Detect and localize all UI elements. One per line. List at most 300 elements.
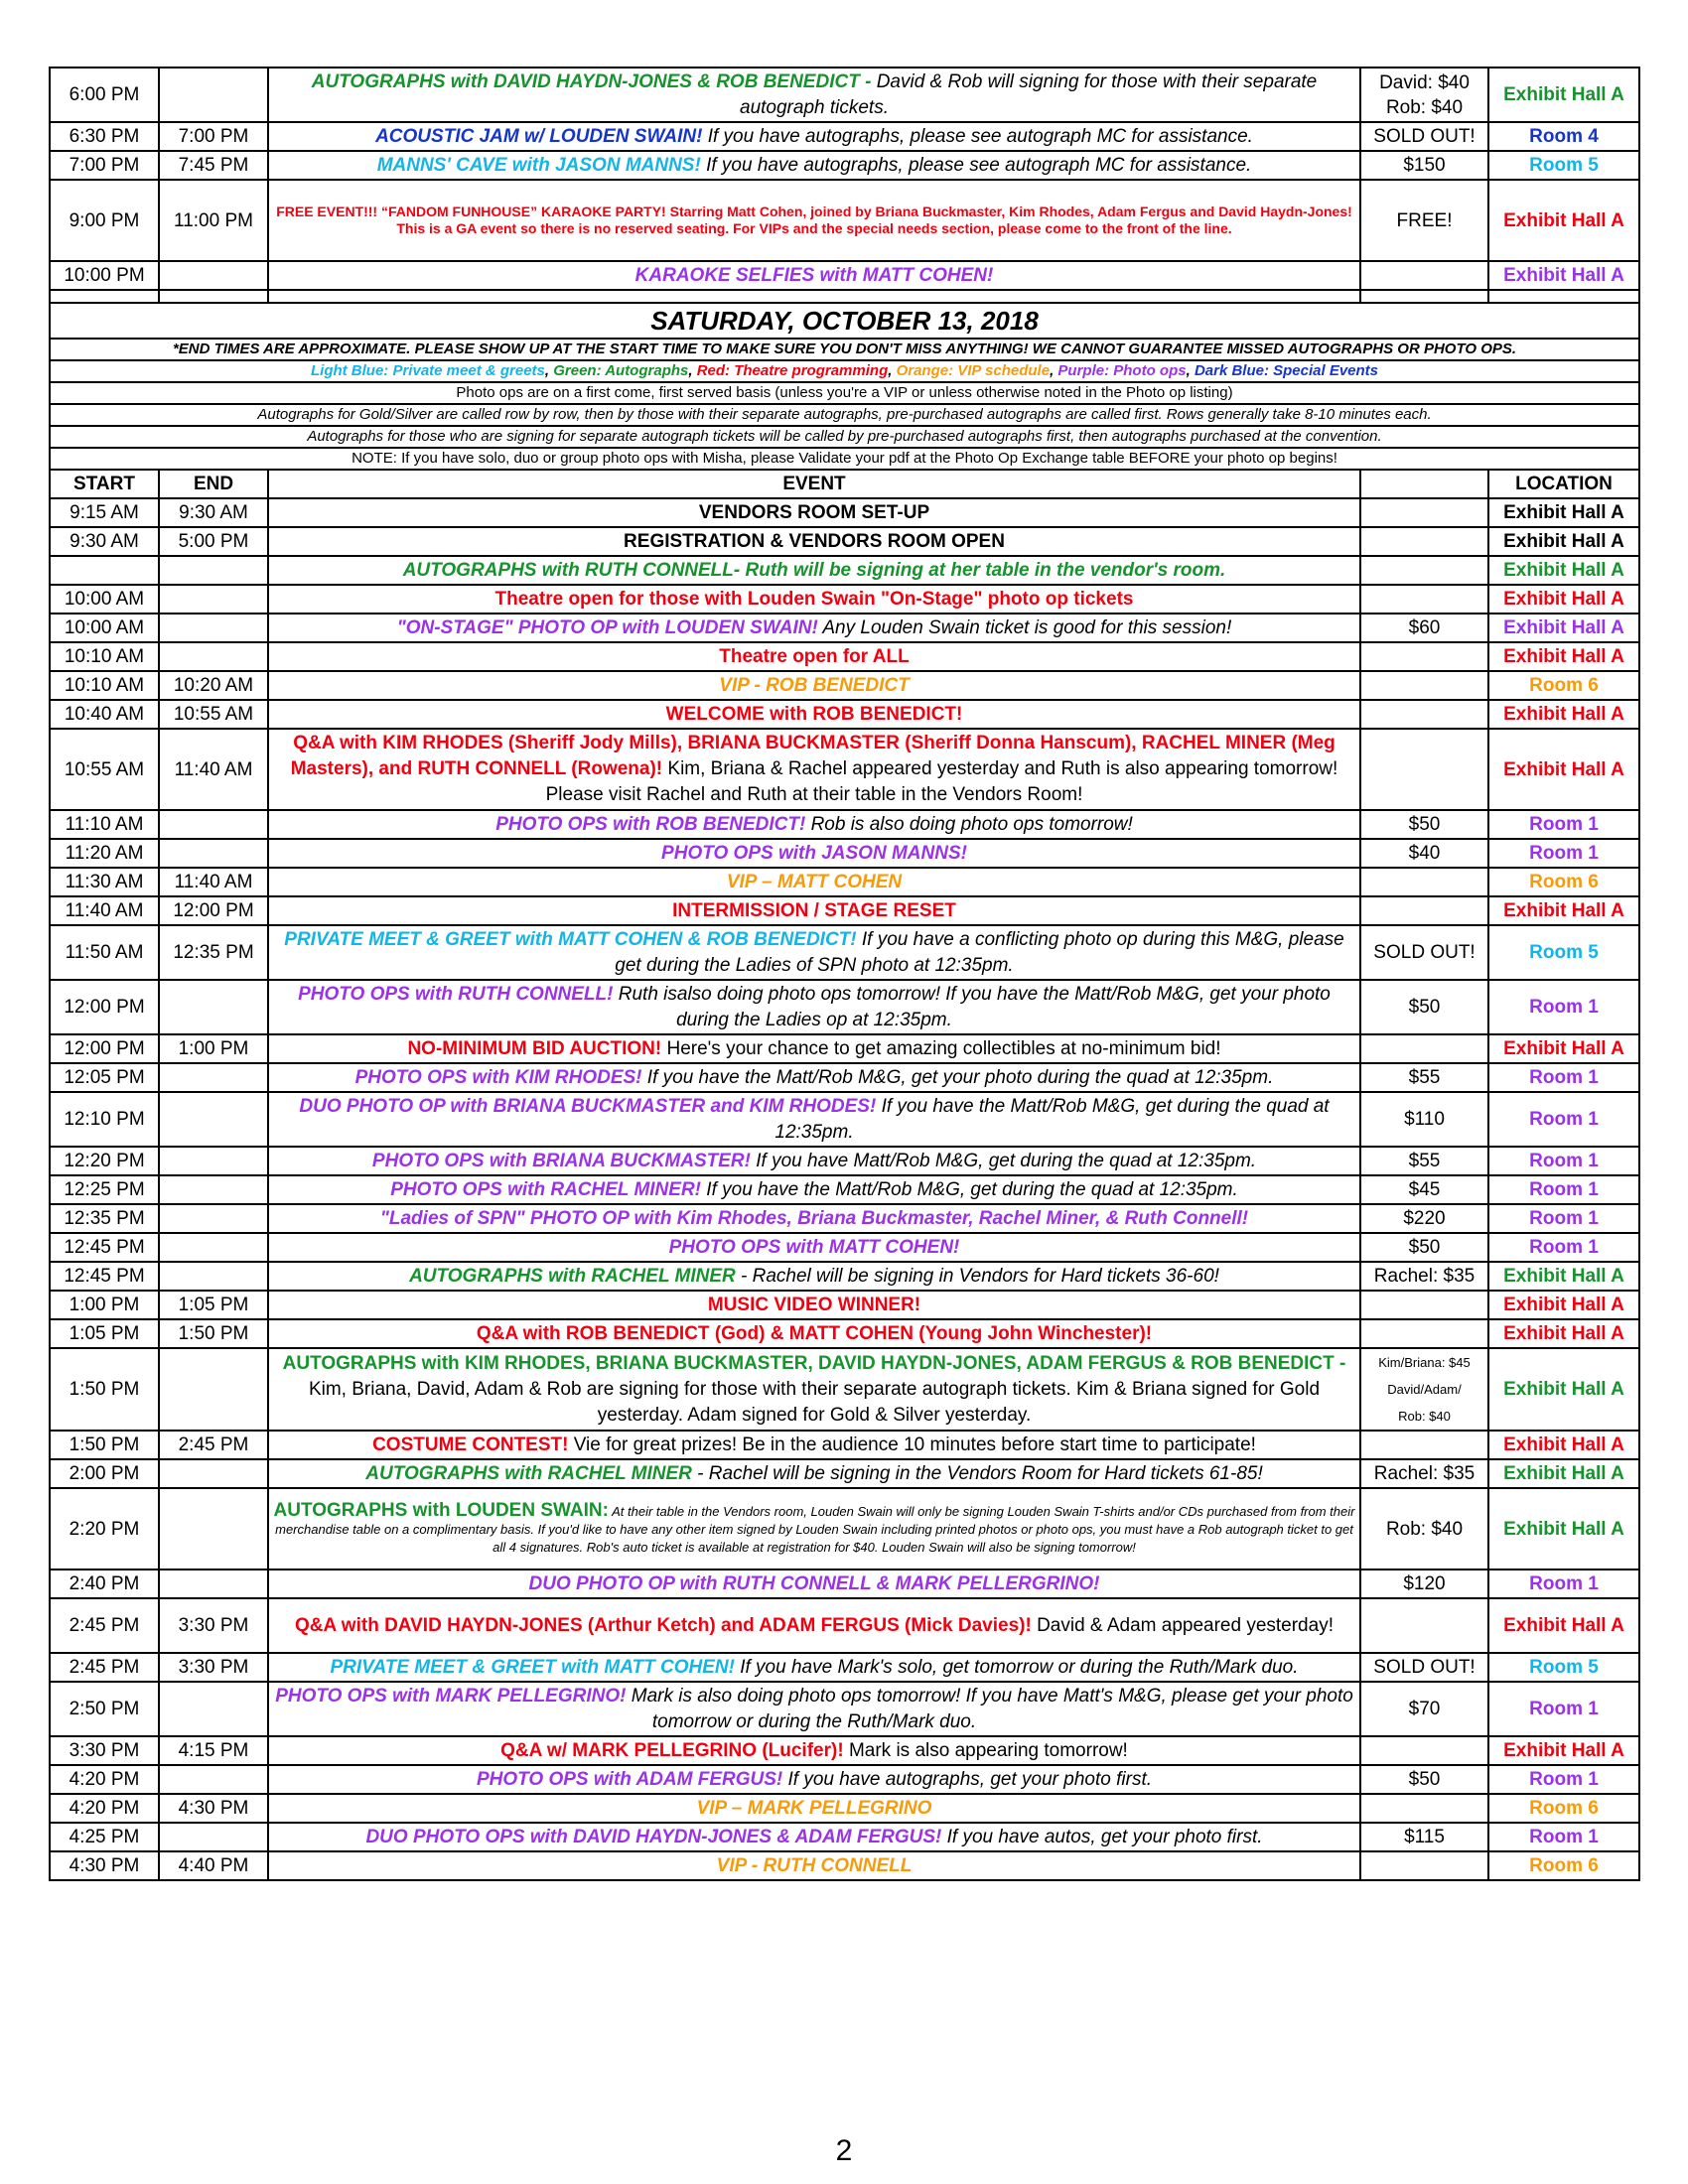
schedule-row [50,810,1639,839]
header-price [1360,470,1488,498]
schedule-row [50,700,1639,729]
event-description [268,1204,1360,1233]
event-title: FREE EVENT!!! “FANDOM FUNHOUSE” KARAOKE PARTY! Starring Matt Cohen, joined by Briana Buckmaster, Kim Rhodes, Adam Fergus and David Haydn-Jones! This is a GA event so there is no reserved seating. For VIPs and the special needs section, please come to the front of the line. [276,204,1352,236]
blank-cell [1360,290,1488,303]
event-description [268,1233,1360,1262]
price [1360,1598,1488,1653]
event-title: AUTOGRAPHS with DAVID HAYDN-JONES & ROB BENEDICT - [311,70,872,92]
event-detail: - Rachel will be signing in the Vendors Room for Hard tickets 61-85! [697,1463,1263,1484]
schedule-row [50,1431,1639,1459]
event-title: AUTOGRAPHS with RACHEL MINER [409,1266,741,1287]
end-time [159,1682,268,1736]
event-description [268,261,1360,290]
location: Exhibit Hall A [1488,1736,1639,1765]
price [1360,671,1488,700]
event-title: Q&A with KIM RHODES (Sheriff Jody Mills), BRIANA BUCKMASTER (Sheriff Donna Hanscum), RACHEL MINER (Meg Masters), and RUTH CONNELL (Rowena)! [290,733,1336,779]
event-title: PRIVATE MEET & GREET with MATT COHEN! [330,1657,735,1678]
end-time [159,261,268,290]
end-time: 2:45 PM [159,1431,268,1459]
event-description [268,585,1360,614]
event-title: AUTOGRAPHS with RUTH CONNELL- Ruth will be signing at her table in the vendor's room. [402,560,1226,581]
schedule-row [50,1488,1639,1570]
location: Room 1 [1488,1682,1639,1736]
end-time [159,1175,268,1204]
legend-separator: , [544,362,554,379]
start-time: 4:30 PM [50,1851,159,1880]
event-detail: If you have Mark's solo, get tomorrow or during the Ruth/Mark duo. [734,1657,1299,1678]
schedule-row [50,1262,1639,1291]
end-time: 12:00 PM [159,896,268,925]
price: Kim/Briana: $45 David/Adam/ Rob: $40 [1360,1348,1488,1431]
event-description [268,1851,1360,1880]
start-time: 1:50 PM [50,1348,159,1431]
start-time: 12:45 PM [50,1262,159,1291]
event-description [268,925,1360,980]
schedule-row [50,1291,1639,1319]
schedule-row [50,1598,1639,1653]
location: Room 6 [1488,1851,1639,1880]
start-time: 1:00 PM [50,1291,159,1319]
schedule-row [50,180,1639,261]
schedule-row [50,261,1639,290]
price: Rachel: $35 [1360,1459,1488,1488]
schedule-note: NOTE: If you have solo, duo or group photo ops with Misha, please Validate your pdf at the Photo Op Exchange table BEFORE your photo op begins! [50,448,1639,470]
event-title: NO-MINIMUM BID AUCTION! [407,1038,662,1059]
header-start: START [50,470,159,498]
event-detail: At their table in the Vendors room, Louden Swain will only be signing Louden Swain T-shirts and/or CDs purchased from from their merchandise table on a complimentary basis. If you'd like to have any other item signed by Louden Swain including printed photos or photo ops, you must have a Rob autograph ticket to get all 4 signatures. Rob's auto ticket is available at registration for $40. Louden Swain will also be signing tomorrow! [275,1504,1355,1555]
event-detail: If you have autographs, please see autograph MC for assistance. [702,126,1253,147]
event-description [268,1598,1360,1653]
location: Room 1 [1488,1765,1639,1794]
start-time: 11:40 AM [50,896,159,925]
end-time [159,585,268,614]
event-title: "ON-STAGE" PHOTO OP with LOUDEN SWAIN! [396,617,818,638]
schedule-row [50,896,1639,925]
location: Exhibit Hall A [1488,498,1639,527]
start-time: 11:50 AM [50,925,159,980]
end-time: 7:45 PM [159,151,268,180]
location: Exhibit Hall A [1488,1598,1639,1653]
schedule-row [50,151,1639,180]
end-time: 11:00 PM [159,180,268,261]
start-time: 12:00 PM [50,1034,159,1063]
schedule-row [50,1092,1639,1147]
start-time: 7:00 PM [50,151,159,180]
event-detail: Any Louden Swain ticket is good for this session! [817,617,1232,638]
location: Exhibit Hall A [1488,1291,1639,1319]
event-description [268,700,1360,729]
schedule-note: Autographs for Gold/Silver are called row by row, then by those with their separate autographs, pre-purchased autographs are called first. Rows generally take 8-10 minutes each. [50,404,1639,426]
start-time: 12:20 PM [50,1147,159,1175]
start-time: 10:55 AM [50,729,159,810]
price [1360,556,1488,585]
event-description [268,1147,1360,1175]
price: $50 [1360,810,1488,839]
start-time: 2:45 PM [50,1598,159,1653]
event-title: KARAOKE SELFIES with MATT COHEN! [634,265,994,286]
location: Exhibit Hall A [1488,642,1639,671]
event-description [268,1063,1360,1092]
price: $220 [1360,1204,1488,1233]
legend-separator: , [888,362,897,379]
location: Room 1 [1488,1147,1639,1175]
price [1360,1034,1488,1063]
event-description [268,839,1360,868]
location: Room 1 [1488,1063,1639,1092]
event-description [268,729,1360,810]
location: Exhibit Hall A [1488,527,1639,556]
location: Exhibit Hall A [1488,1348,1639,1431]
location: Room 5 [1488,1653,1639,1682]
event-description [268,1459,1360,1488]
schedule-row [50,1233,1639,1262]
schedule-row [50,614,1639,642]
location: Exhibit Hall A [1488,1262,1639,1291]
price [1360,896,1488,925]
end-time: 3:30 PM [159,1598,268,1653]
event-detail: Kim, Briana & Rachel appeared yesterday and Ruth is also appearing tomorrow! Please visit Rachel and Ruth at their table in the Vendors Room! [545,758,1338,805]
price: $120 [1360,1570,1488,1598]
location: Exhibit Hall A [1488,1034,1639,1063]
event-detail: - Rachel will be signing in Vendors for Hard tickets 36-60! [741,1266,1219,1287]
schedule-row [50,498,1639,527]
price: David: $40 Rob: $40 [1360,68,1488,122]
end-time [159,839,268,868]
price: $70 [1360,1682,1488,1736]
price [1360,1794,1488,1823]
price [1360,642,1488,671]
start-time: 3:30 PM [50,1736,159,1765]
schedule-note-row [50,448,1639,470]
location: Room 1 [1488,1092,1639,1147]
price [1360,1736,1488,1765]
schedule-note: Autographs for those who are signing for separate autograph tickets will be called by pre-purchased autographs first, then autographs purchased at the convention. [50,426,1639,448]
end-time [159,1063,268,1092]
location: Room 1 [1488,1175,1639,1204]
legend-item: Purple: Photo ops [1057,362,1187,379]
location: Room 6 [1488,1794,1639,1823]
location: Exhibit Hall A [1488,1488,1639,1570]
location: Room 5 [1488,925,1639,980]
location: Exhibit Hall A [1488,896,1639,925]
event-description [268,556,1360,585]
start-time: 12:35 PM [50,1204,159,1233]
event-description [268,980,1360,1034]
legend-separator: , [1186,362,1195,379]
start-time: 4:20 PM [50,1794,159,1823]
price [1360,1319,1488,1348]
event-title: PHOTO OPS with JASON MANNS! [661,843,967,864]
end-time: 1:00 PM [159,1034,268,1063]
price: $55 [1360,1063,1488,1092]
schedule-table [49,67,1640,1881]
price: SOLD OUT! [1360,122,1488,151]
start-time: 10:00 PM [50,261,159,290]
location: Room 1 [1488,1823,1639,1851]
price [1360,1851,1488,1880]
start-time: 2:50 PM [50,1682,159,1736]
event-title: DUO PHOTO OP with BRIANA BUCKMASTER and KIM RHODES! [299,1095,877,1117]
price: $150 [1360,151,1488,180]
event-description [268,1431,1360,1459]
end-time [159,1233,268,1262]
start-time: 4:25 PM [50,1823,159,1851]
event-title: ACOUSTIC JAM w/ LOUDEN SWAIN! [375,126,703,147]
price: SOLD OUT! [1360,925,1488,980]
event-detail: If you have a conflicting photo op during this M&G, please get during the Ladies of SPN photo at 12:35pm. [615,928,1344,976]
event-detail: Here's your chance to get amazing collectibles at no-minimum bid! [661,1038,1221,1059]
location: Exhibit Hall A [1488,261,1639,290]
event-detail: If you have autographs, please see autograph MC for assistance. [700,155,1252,176]
schedule-row [50,527,1639,556]
start-time [50,556,159,585]
event-description [268,1823,1360,1851]
start-time: 10:00 AM [50,585,159,614]
end-time: 10:20 AM [159,671,268,700]
end-time [159,1823,268,1851]
price [1360,498,1488,527]
start-time: 6:30 PM [50,122,159,151]
end-time: 12:35 PM [159,925,268,980]
location: Exhibit Hall A [1488,585,1639,614]
event-description [268,1092,1360,1147]
schedule-row [50,1851,1639,1880]
schedule-row [50,642,1639,671]
legend-item: Red: Theatre programming [696,362,889,379]
blank-row [50,290,1639,303]
day-heading: SATURDAY, OCTOBER 13, 2018 [50,303,1639,339]
event-title: PHOTO OPS with RACHEL MINER! [390,1179,702,1200]
event-title: VIP – MATT COHEN [726,872,903,892]
event-description [268,180,1360,261]
event-description [268,896,1360,925]
event-title: PHOTO OPS with BRIANA BUCKMASTER! [371,1151,751,1171]
event-description [268,1794,1360,1823]
end-time: 4:40 PM [159,1851,268,1880]
end-time [159,1488,268,1570]
schedule-row [50,1034,1639,1063]
event-description [268,68,1360,122]
start-time: 10:40 AM [50,700,159,729]
event-title: PHOTO OPS with MARK PELLEGRINO! [275,1685,627,1706]
start-time: 11:30 AM [50,868,159,896]
event-detail: Vie for great prizes! Be in the audience 10 minutes before start time to participate! [568,1434,1256,1455]
event-title: PRIVATE MEET & GREET with MATT COHEN & ROB BENEDICT! [284,928,857,950]
price: $45 [1360,1175,1488,1204]
color-legend-row [50,360,1639,382]
event-title: Q&A with DAVID HAYDN-JONES (Arthur Ketch) and ADAM FERGUS (Mick Davies)! [295,1614,1032,1636]
page-number: 2 [835,2134,853,2167]
end-time [159,1092,268,1147]
schedule-row [50,1348,1639,1431]
event-title: INTERMISSION / STAGE RESET [672,900,956,921]
event-title: Theatre open for those with Louden Swain "On-Stage" photo op tickets [494,589,1134,610]
start-time: 6:00 PM [50,68,159,122]
header-event: EVENT [268,470,1360,498]
start-time: 10:00 AM [50,614,159,642]
schedule-note-row [50,382,1639,404]
location: Exhibit Hall A [1488,1319,1639,1348]
event-title: DUO PHOTO OP with RUTH CONNELL & MARK PELLERGRINO! [528,1573,1100,1594]
blank-cell [268,290,1360,303]
header-location: LOCATION [1488,470,1639,498]
event-title: PHOTO OPS with RUTH CONNELL! [298,983,614,1005]
price: SOLD OUT! [1360,1653,1488,1682]
end-time [159,1765,268,1794]
start-time: 11:10 AM [50,810,159,839]
schedule-row [50,925,1639,980]
event-detail: Ruth isalso doing photo ops tomorrow! If you have the Matt/Rob M&G, get your photo during the Ladies op at 12:35pm. [613,983,1331,1030]
legend-separator: , [1050,362,1058,379]
event-description [268,671,1360,700]
event-detail: Rob is also doing photo ops tomorrow! [805,814,1133,835]
event-title: AUTOGRAPHS with KIM RHODES, BRIANA BUCKMASTER, DAVID HAYDN-JONES, ADAM FERGUS & ROB BENEDICT - [282,1352,1346,1374]
event-description [268,151,1360,180]
start-time: 12:25 PM [50,1175,159,1204]
schedule-row [50,556,1639,585]
end-time [159,810,268,839]
price: $50 [1360,1233,1488,1262]
event-description [268,122,1360,151]
event-title: Q&A w/ MARK PELLEGRINO (Lucifer)! [500,1740,844,1761]
end-time [159,1348,268,1431]
end-time: 1:05 PM [159,1291,268,1319]
end-time: 5:00 PM [159,527,268,556]
end-time [159,1204,268,1233]
end-time [159,1147,268,1175]
location: Room 1 [1488,1570,1639,1598]
end-time: 4:30 PM [159,1794,268,1823]
blank-cell [50,290,159,303]
end-time [159,556,268,585]
start-time: 10:10 AM [50,671,159,700]
blank-cell [159,290,268,303]
event-description [268,1034,1360,1063]
price [1360,868,1488,896]
header-end: END [159,470,268,498]
event-description [268,1736,1360,1765]
end-time: 7:00 PM [159,122,268,151]
event-title: AUTOGRAPHS with RACHEL MINER [365,1463,698,1484]
schedule-note-row [50,426,1639,448]
start-time: 1:50 PM [50,1431,159,1459]
schedule-row [50,1063,1639,1092]
event-detail: Kim, Briana, David, Adam & Rob are signing for those with their separate autograph tickets. Kim & Briana signed for Gold yesterday. Adam signed for Gold & Silver yesterday. [308,1378,1321,1426]
price [1360,527,1488,556]
start-time: 2:20 PM [50,1488,159,1570]
event-title: COSTUME CONTEST! [372,1434,569,1455]
end-time [159,68,268,122]
price: $110 [1360,1092,1488,1147]
event-title: MANNS' CAVE with JASON MANNS! [376,155,701,176]
location: Exhibit Hall A [1488,68,1639,122]
event-title: DUO PHOTO OPS with DAVID HAYDN-JONES & ADAM FERGUS! [365,1827,942,1847]
price [1360,1291,1488,1319]
event-detail: Mark is also doing photo ops tomorrow! If you have Matt's M&G, please get your photo tomorrow or during the Ruth/Mark duo. [626,1685,1353,1732]
start-time: 12:45 PM [50,1233,159,1262]
schedule-row [50,1794,1639,1823]
price [1360,261,1488,290]
legend-item: Light Blue: Private meet & greets [310,362,545,379]
column-header-row [50,470,1639,498]
location: Exhibit Hall A [1488,1459,1639,1488]
price [1360,700,1488,729]
event-description [268,810,1360,839]
location: Room 4 [1488,122,1639,151]
schedule-row [50,1204,1639,1233]
end-time: 1:50 PM [159,1319,268,1348]
end-time: 9:30 AM [159,498,268,527]
price [1360,1431,1488,1459]
event-detail: If you have autographs, get your photo first. [782,1769,1152,1790]
event-description [268,1765,1360,1794]
blank-cell [1488,290,1639,303]
location: Exhibit Hall A [1488,700,1639,729]
schedule-note-row [50,404,1639,426]
start-time: 12:00 PM [50,980,159,1034]
price: $60 [1360,614,1488,642]
event-title: PHOTO OPS with KIM RHODES! [354,1067,642,1088]
schedule-row [50,980,1639,1034]
end-time: 11:40 AM [159,729,268,810]
event-description [268,868,1360,896]
schedule-row [50,68,1639,122]
end-time: 4:15 PM [159,1736,268,1765]
schedule-note: Photo ops are on a first come, first served basis (unless you're a VIP or unless otherwise noted in the Photo op listing) [50,382,1639,404]
schedule-row [50,585,1639,614]
event-description [268,1175,1360,1204]
start-time: 10:10 AM [50,642,159,671]
schedule-note-row [50,339,1639,360]
event-title: VIP – MARK PELLEGRINO [696,1798,932,1819]
schedule-row [50,868,1639,896]
schedule-row [50,839,1639,868]
event-description [268,1291,1360,1319]
day-heading-row [50,303,1639,339]
event-detail: Mark is also appearing tomorrow! [843,1740,1128,1761]
start-time: 4:20 PM [50,1765,159,1794]
start-time: 9:30 AM [50,527,159,556]
event-title: VENDORS ROOM SET-UP [698,502,930,523]
event-title: WELCOME with ROB BENEDICT! [665,704,963,725]
price: FREE! [1360,180,1488,261]
event-title: PHOTO OPS with ADAM FERGUS! [476,1769,783,1790]
schedule-row [50,729,1639,810]
end-time [159,1262,268,1291]
location: Exhibit Hall A [1488,614,1639,642]
event-description [268,498,1360,527]
legend-separator: , [688,362,697,379]
event-title: MUSIC VIDEO WINNER! [707,1295,921,1315]
location: Exhibit Hall A [1488,729,1639,810]
event-detail: David & Rob will signing for those with their separate autograph tickets. [740,70,1318,118]
event-detail: If you have autos, get your photo first. [941,1827,1263,1847]
end-time: 3:30 PM [159,1653,268,1682]
location: Exhibit Hall A [1488,180,1639,261]
price [1360,585,1488,614]
event-description [268,1682,1360,1736]
start-time: 9:00 PM [50,180,159,261]
location: Room 6 [1488,868,1639,896]
legend-item: Dark Blue: Special Events [1194,362,1379,379]
end-time [159,614,268,642]
schedule-row [50,671,1639,700]
schedule-row [50,1765,1639,1794]
start-time: 2:40 PM [50,1570,159,1598]
event-title: VIP - RUTH CONNELL [716,1855,913,1876]
event-description [268,1348,1360,1431]
schedule-row [50,1175,1639,1204]
